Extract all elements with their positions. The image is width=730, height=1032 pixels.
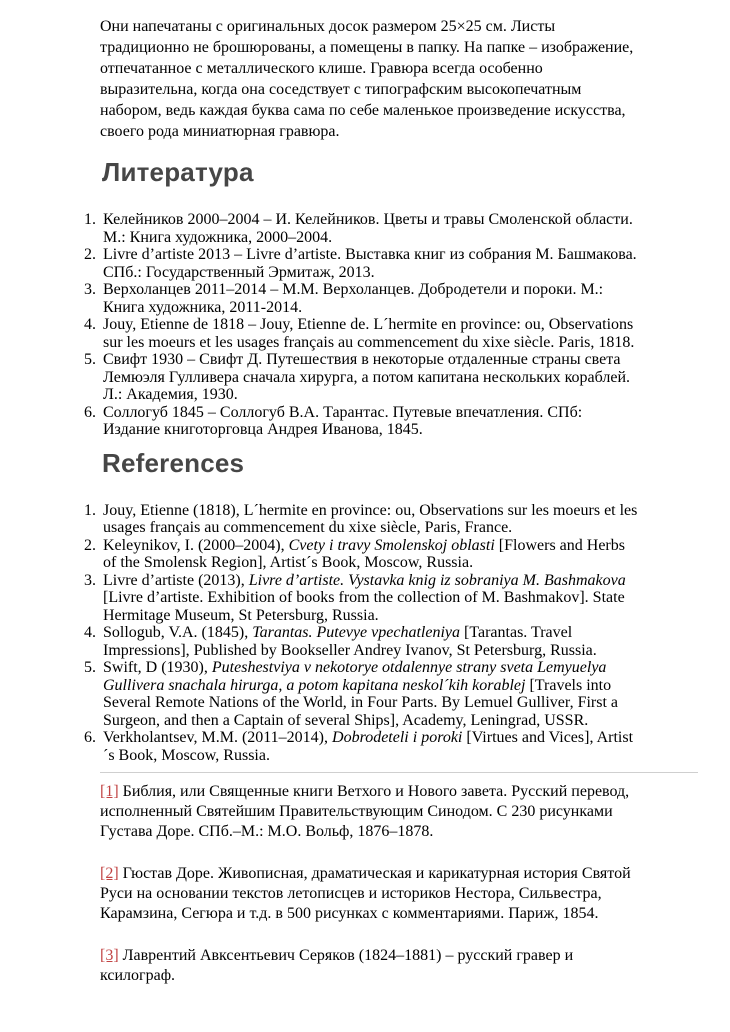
- reference-item: [100, 729, 642, 764]
- reference-item: [100, 246, 642, 281]
- reference-text-segment: [Virtues and Vices], Artist´s Book, Moscow, Russia.: [103, 729, 634, 764]
- footnote-text: Гюстав Доре. Живописная, драматическая и карикатурная история Святой Руси на основании текстов летописцев и историков Нестора, Сильвестра, Карамзина, Сегюра и т.д. в 500 рисунках с комментариями. Париж, 1854.: [100, 865, 631, 922]
- reference-text-segment: Livre d’artiste 2013 – Livre d’artiste. Выставка книг из собрания М. Башмакова. СПб.: Государственный Эрмитаж, 2013.: [103, 246, 637, 281]
- reference-item: [100, 624, 642, 659]
- reference-text-segment: [Tarantas. Travel Impressions], Published by Bookseller Andrey Ivanov, St Petersburg, Russia.: [103, 624, 597, 659]
- footnote-marker-link[interactable]: [1]: [100, 783, 119, 800]
- reference-item: [100, 659, 642, 729]
- reference-item: [100, 211, 642, 246]
- reference-item: [100, 316, 642, 351]
- reference-item: [100, 281, 642, 316]
- section-heading-references: References: [102, 447, 245, 478]
- reference-text-segment: Верхоланцев 2011–2014 – М.М. Верхоланцев. Добродетели и пороки. М.: Книга художника, 2011-2014.: [103, 281, 604, 316]
- reference-text-segment: Swift, D (1930),: [103, 659, 212, 676]
- reference-text-segment: Cvety i travy Smolenskoj oblasti: [288, 536, 495, 554]
- reference-item: [100, 502, 642, 537]
- reference-text-segment: Jouy, Etienne (1818), L´hermite en province: ou, Observations sur les moeurs et les usages français au commencement du xixe siècle, Paris, France.: [103, 501, 638, 536]
- reference-text-segment: Puteshestviya v nekotorye otdalennye strany sveta Lemyuelya Gullivera snachala hirurga, a potom kapitana neskol´kih korablej: [103, 659, 607, 694]
- footnote: [100, 946, 642, 986]
- reference-item: [100, 537, 642, 572]
- footnote: [100, 782, 642, 842]
- reference-text-segment: Keleynikov, I. (2000–2004),: [103, 536, 289, 554]
- reference-item: [100, 404, 642, 439]
- literatura-list: [73, 211, 642, 439]
- reference-text-segment: Sollogub, V.A. (1845),: [103, 624, 253, 641]
- reference-text-segment: Келейников 2000–2004 – И. Келейников. Цветы и травы Смоленской области. М.: Книга художника, 2000–2004.: [103, 211, 633, 246]
- reference-text-segment: Dobrodeteli i poroki: [332, 729, 463, 746]
- reference-text-segment: Livre d’artiste (2013),: [103, 571, 249, 589]
- footnote-text: Лаврентий Авксентьевич Серяков (1824–1881) – русский гравер и ксилограф.: [100, 947, 574, 984]
- reference-item: [100, 351, 642, 404]
- reference-text-segment: Свифт 1930 – Свифт Д. Путешествия в некоторые отдаленные страны света Лемюэля Гулливера сначала хирурга, а потом капитана нескольких кораблей. Л.: Академия, 1930.: [103, 351, 631, 403]
- reference-text-segment: Livre d’artiste. Vystavka knig iz sobraniya M. Bashmakova: [248, 571, 626, 589]
- footnote-marker-link[interactable]: [3]: [100, 947, 119, 964]
- reference-text-segment: Соллогуб 1845 – Соллогуб В.А. Тарантас. Путевые впечатления. СПб: Издание книготорговца Андрея Иванова, 1845.: [103, 403, 583, 438]
- reference-item: [100, 572, 642, 625]
- footnotes: [100, 782, 642, 986]
- reference-text-segment: Jouy, Etienne de 1818 – Jouy, Etienne de. L´hermite en province: ou, Observations sur les moeurs et les usages français au commencement du xixe siècle. Paris, 1818.: [103, 316, 635, 351]
- footnote-text: Библия, или Священные книги Ветхого и Нового завета. Русский перевод, исполненный Святейшим Правительствующим Синодом. С 230 рисунками Густава Доре. СПб.–М.: М.О. Вольф, 1876–1878.: [100, 783, 630, 840]
- reference-text-segment: Tarantas. Putevye vpechatleniya: [252, 624, 460, 641]
- references-list: [73, 502, 642, 765]
- reference-text-segment: [Flowers and Herbs of the Smolensk Region], Artist´s Book, Moscow, Russia.: [103, 536, 625, 571]
- footnote: [100, 864, 642, 924]
- reference-text-segment: [Travels into Several Remote Nations of the World, in Four Parts. By Lemuel Gulliver, First a Surgeon, and then a Captain of several Ships], Academy, Leningrad, USSR.: [103, 676, 619, 729]
- reference-text-segment: Verkholantsev, M.M. (2011–2014),: [103, 729, 333, 746]
- footnote-separator: [100, 772, 698, 773]
- intro-paragraph: Они напечатаны с оригинальных досок размером 25×25 см. Листы традиционно не брошюрованы, а помещены в папку. На папке – изображение, отпечатанное с металлического клише. Гравюра всегда особенно выразительна, когда она соседствует с типографским высокопечатным набором, ведь каждая буква сама по себе маленькое произведение искусства, своего рода миниатюрная гравюра.: [100, 18, 634, 140]
- reference-text-segment: [Livre d’artiste. Exhibition of books from the collection of M. Bashmakov]. State Hermitage Museum, St Petersburg, Russia.: [103, 589, 625, 624]
- footnote-marker-link[interactable]: [2]: [100, 865, 119, 882]
- section-heading-literatura: Литература: [102, 157, 254, 187]
